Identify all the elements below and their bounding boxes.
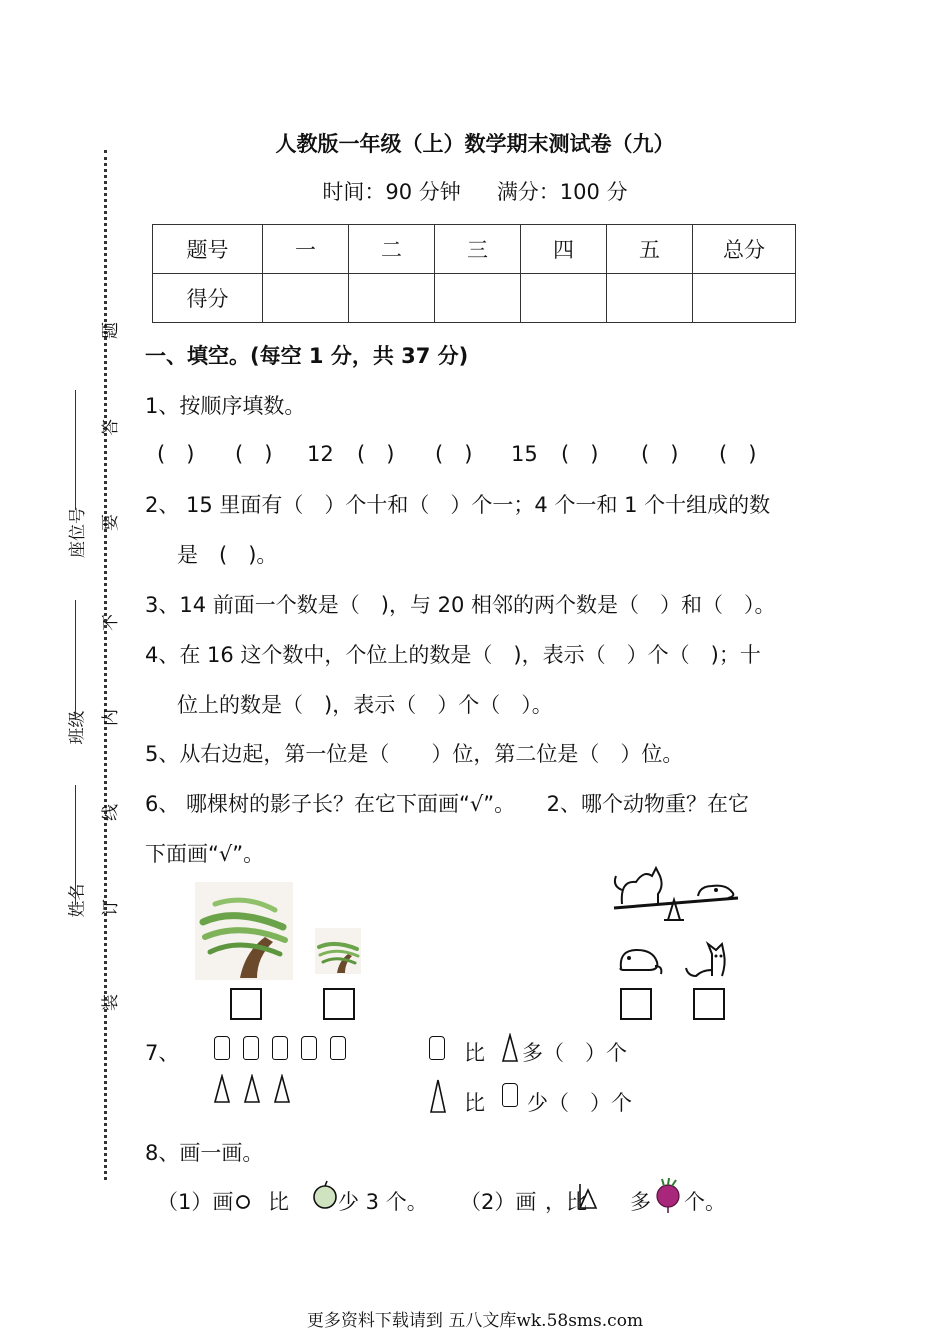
- class-line: [75, 600, 76, 720]
- q8-compare-word: 比: [268, 1190, 289, 1214]
- cone-group: [212, 1074, 294, 1106]
- table-cell: 总分: [693, 225, 796, 274]
- question-5: 5、从右边起，第一位是（ ）位，第二位是（ ）位。: [145, 742, 684, 766]
- question-8: 8、画一画。: [145, 1141, 264, 1165]
- q8-fewer-text: 少 3 个。: [338, 1190, 428, 1214]
- given-number: 15: [511, 442, 538, 466]
- cylinder-icon: [429, 1036, 445, 1060]
- cylinder-icon: [272, 1036, 288, 1060]
- question-2: 2、 15 里面有（ ）个十和（ ）个一；4 个一和 1 个十组成的数: [145, 493, 771, 517]
- binding-dotted-line: [104, 150, 107, 1180]
- seesaw-animals-image: [608, 860, 748, 930]
- name-label: 姓名: [67, 883, 88, 918]
- question-3: 3、14 前面一个数是（ )，与 20 相邻的两个数是（ ）和（ ）。: [145, 593, 776, 617]
- table-row: [153, 225, 796, 274]
- q8-part2-label: （2）画: [460, 1190, 537, 1214]
- exam-info: [0, 176, 950, 206]
- score-cell[interactable]: [263, 274, 349, 323]
- cylinder-icon: [214, 1036, 230, 1060]
- cone-icon: [275, 1076, 289, 1102]
- score-cell[interactable]: [521, 274, 607, 323]
- question-1: 1、按顺序填数。: [145, 394, 306, 418]
- table-cell: 一: [263, 225, 349, 274]
- q7-less-blank: 少（ ）个: [527, 1091, 632, 1115]
- margin-char: 不: [101, 614, 121, 631]
- question-6: 6、 哪棵树的影子长？在它下面画“√”。 2、哪个动物重？在它: [145, 792, 750, 816]
- q8-more-text: 多: [630, 1190, 651, 1214]
- blank[interactable]: ( ): [235, 442, 273, 466]
- margin-char: 线: [101, 804, 121, 821]
- seat-label: 座位号: [68, 507, 88, 558]
- cone-icon: [245, 1076, 259, 1102]
- margin-char: 装: [101, 994, 121, 1011]
- big-tree-image: [195, 882, 293, 980]
- margin-char: 答: [101, 419, 121, 436]
- class-label: 班级: [67, 710, 88, 745]
- triangle-shape-icon: [574, 1180, 600, 1212]
- answer-box[interactable]: [693, 988, 725, 1020]
- q7-more-blank: 多（ ）个: [522, 1041, 627, 1065]
- margin-char: 题: [101, 322, 121, 339]
- q1-sequence: [157, 438, 779, 468]
- cone-icon: [500, 1033, 520, 1063]
- blank[interactable]: ( ): [157, 442, 195, 466]
- blank[interactable]: ( ): [561, 442, 599, 466]
- q8-part1-label: （1）画: [157, 1190, 234, 1214]
- question-2-cont: 是 ( )。: [177, 543, 278, 567]
- table-cell: 四: [521, 225, 607, 274]
- cylinder-icon: [502, 1083, 518, 1107]
- table-cell: 三: [435, 225, 521, 274]
- table-cell: 二: [349, 225, 435, 274]
- page-title: 人教版一年级（上）数学期末测试卷（九）: [275, 132, 675, 156]
- answer-box[interactable]: [323, 988, 355, 1020]
- answer-box[interactable]: [230, 988, 262, 1020]
- q8-compare-word: ，比: [545, 1190, 587, 1214]
- cylinder-icon: [301, 1036, 317, 1060]
- cone-icon: [215, 1076, 229, 1102]
- cylinder-icon: [243, 1036, 259, 1060]
- question-4-cont: 位上的数是（ )，表示（ ）个（ ）。: [177, 693, 553, 717]
- question-6-cont: 下面画“√”。: [145, 842, 265, 866]
- q7-compare-word: 比: [464, 1091, 485, 1115]
- blank[interactable]: ( ): [641, 442, 679, 466]
- time-limit: 时间：90 分钟: [322, 180, 461, 204]
- table-cell: 五: [607, 225, 693, 274]
- cone-icon: [428, 1078, 448, 1114]
- mouse-icon: [615, 942, 663, 976]
- section-heading: 一、填空。(每空 1 分，共 37 分): [145, 344, 469, 368]
- table-cell: 题号: [153, 225, 263, 274]
- table-cell: 得分: [153, 274, 263, 323]
- margin-char: 要: [101, 514, 121, 531]
- circle-shape-icon: [233, 1192, 255, 1210]
- question-7-number: 7、: [145, 1041, 180, 1065]
- blank[interactable]: ( ): [357, 442, 395, 466]
- q7-compare-word: 比: [464, 1041, 485, 1065]
- blank[interactable]: ( ): [435, 442, 473, 466]
- apple-icon: [311, 1180, 341, 1212]
- cylinder-icon: [330, 1036, 346, 1060]
- cat-icon: [682, 940, 734, 980]
- score-cell[interactable]: [349, 274, 435, 323]
- full-score: 满分：100 分: [496, 180, 628, 204]
- radish-icon: [654, 1178, 684, 1214]
- seat-line: [75, 390, 76, 510]
- score-cell[interactable]: [435, 274, 521, 323]
- margin-char: 内: [101, 709, 121, 726]
- name-line: [75, 785, 76, 905]
- score-table: [152, 224, 796, 323]
- blank[interactable]: ( ): [719, 442, 757, 466]
- question-4: 4、在 16 这个数中，个位上的数是（ )，表示（ ）个（ )；十: [145, 643, 761, 667]
- score-cell[interactable]: [607, 274, 693, 323]
- footer-watermark: 更多资料下载请到 五八文库wk.58sms.com: [306, 1311, 644, 1331]
- margin-char: 订: [101, 899, 121, 916]
- small-tree-image: [315, 928, 361, 974]
- q8-unit-text: 个。: [684, 1190, 726, 1214]
- given-number: 12: [307, 442, 334, 466]
- table-row: [153, 274, 796, 323]
- score-cell[interactable]: [693, 274, 796, 323]
- answer-box[interactable]: [620, 988, 652, 1020]
